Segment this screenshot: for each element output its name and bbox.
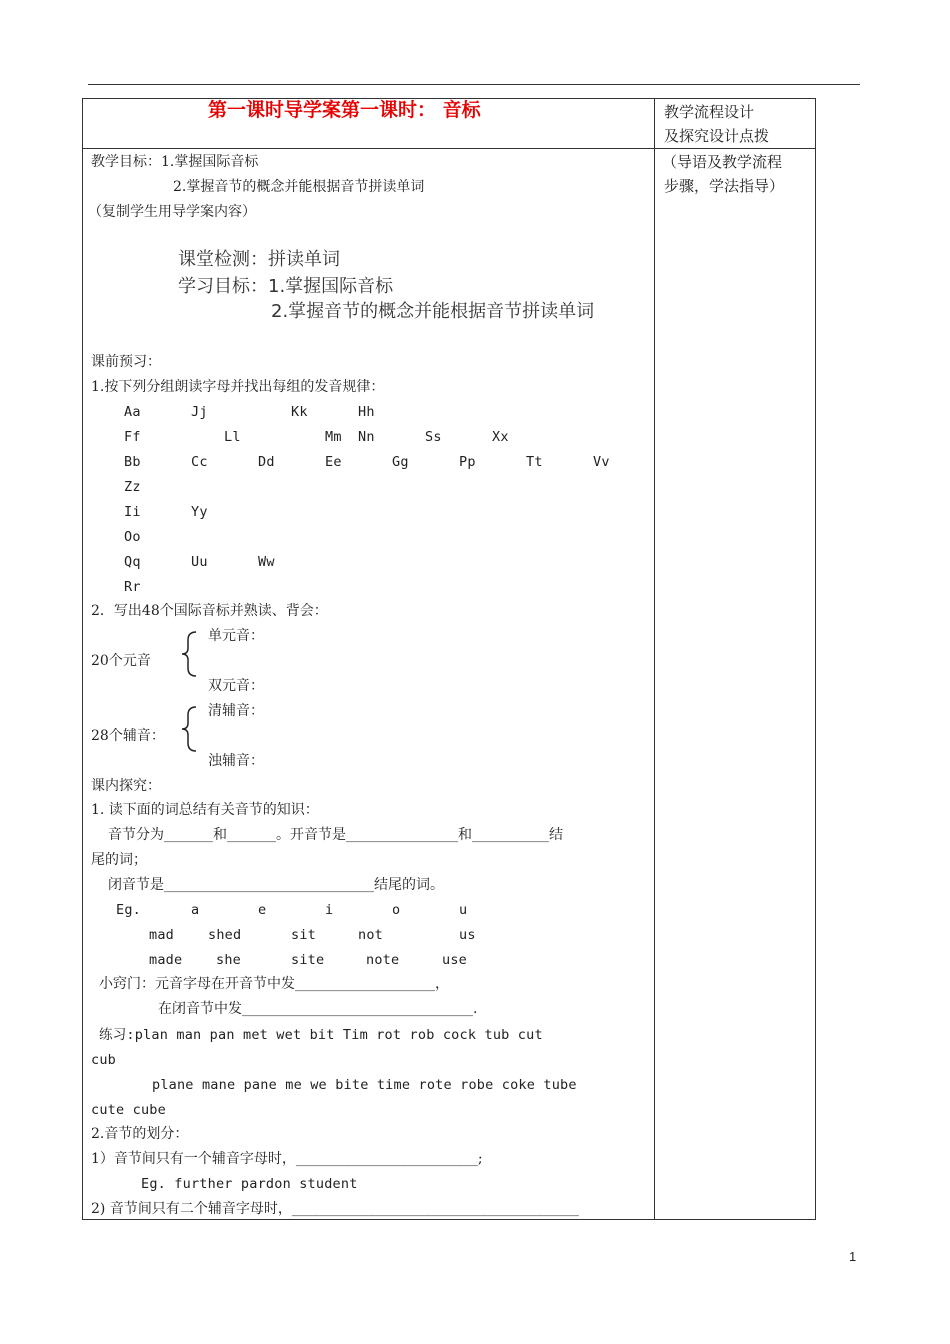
letter-cell: Uu: [191, 554, 208, 570]
letter-cell: Rr: [124, 579, 141, 595]
embedded-line1: 课堂检测：拼读单词: [178, 249, 340, 270]
letter-cell: Yy: [191, 504, 208, 520]
letter-cell: Aa: [124, 404, 141, 420]
division-example: Eg. further pardon student: [141, 1176, 358, 1192]
closed-word: us: [459, 927, 476, 943]
open-word: use: [442, 952, 467, 968]
letter-cell: Pp: [459, 454, 476, 470]
objective-line2: 2.掌握音节的概念并能根据音节拼读单词: [173, 179, 425, 195]
objective-line1: 教学目标：1.掌握国际音标: [91, 154, 259, 170]
vowels-label: 20个元音: [91, 653, 151, 669]
tip-line2: 在闭音节中发_________________________________.: [158, 1001, 478, 1017]
letter-cell: Jj: [191, 404, 208, 420]
explore-heading: 课内探究：: [91, 778, 161, 794]
syllable-fill-line2: 闭音节是______________________________结尾的词。: [108, 877, 444, 893]
letter-cell: Oo: [124, 529, 141, 545]
letter-cell: Gg: [392, 454, 409, 470]
double-vowels-label: 双元音：: [208, 678, 264, 694]
preview-heading: 课前预习：: [91, 354, 161, 370]
vowel-cell: o: [392, 902, 401, 918]
division-rule1: 1）音节间只有一个辅音字母时，__________________________;: [91, 1151, 483, 1167]
voiceless-consonants-label: 清辅音：: [208, 703, 264, 719]
letter-cell: Kk: [291, 404, 308, 420]
letter-cell: Mm: [325, 429, 342, 445]
syllable-fill-line1b: 尾的词；: [91, 852, 147, 868]
consonants-brace: [180, 705, 200, 753]
letter-cell: Dd: [258, 454, 275, 470]
preview-question2: 2．写出48个国际音标并熟读、背会：: [91, 603, 328, 619]
letter-cell: Ff: [124, 429, 141, 445]
consonants-label: 28个辅音：: [91, 728, 165, 744]
vowel-cell: e: [258, 902, 267, 918]
closed-word: shed: [208, 927, 242, 943]
side-header-line1: 教学流程设计: [664, 103, 755, 121]
division-rule2: 2) 音节间只有二个辅音字母时，_________________________________________: [91, 1201, 579, 1217]
letter-cell: Bb: [124, 454, 141, 470]
closed-word: mad: [149, 927, 174, 943]
vowels-brace: [180, 630, 200, 678]
letter-cell: Qq: [124, 554, 141, 570]
embedded-line3: 2.掌握音节的概念并能根据音节拼读单词: [271, 301, 595, 322]
open-word: site: [291, 952, 325, 968]
letter-cell: Hh: [358, 404, 375, 420]
syllable-fill-line1: 音节分为_______和_______。开音节是________________和___________结: [108, 827, 563, 843]
side-note-line2: 步骤，学法指导）: [664, 177, 785, 195]
header-rule: [88, 84, 860, 85]
header-row-divider: [82, 148, 816, 149]
letter-cell: Ii: [124, 504, 141, 520]
letter-cell: Ww: [258, 554, 275, 570]
preview-question1: 1.按下列分组朗读字母并找出每组的发音规律：: [91, 379, 385, 395]
column-divider: [654, 98, 655, 1220]
closed-word: sit: [291, 927, 316, 943]
eg-label: Eg.: [116, 902, 141, 918]
explore-question1: 1. 读下面的词总结有关音节的知识：: [91, 802, 319, 818]
letter-cell: Ee: [325, 454, 342, 470]
letter-cell: Ss: [425, 429, 442, 445]
embedded-line2: 学习目标：1.掌握国际音标: [178, 276, 394, 297]
voiced-consonants-label: 浊辅音：: [208, 753, 264, 769]
lesson-title: 第一课时导学案第一课时： 音标: [208, 99, 481, 121]
practice-line2: plane mane pane me we bite time rote robe coke tube: [152, 1077, 577, 1093]
letter-cell: Xx: [492, 429, 509, 445]
practice-line2b: cute cube: [91, 1102, 166, 1118]
vowel-cell: i: [325, 902, 334, 918]
letter-cell: Tt: [526, 454, 543, 470]
single-vowels-label: 单元音：: [208, 628, 264, 644]
objective-note: （复制学生用导学案内容）: [88, 204, 256, 220]
explore-question2: 2.音节的划分：: [91, 1126, 189, 1142]
practice-line1b: cub: [91, 1052, 116, 1068]
letter-cell: Vv: [593, 454, 610, 470]
closed-word: not: [358, 927, 383, 943]
letter-cell: Nn: [358, 429, 375, 445]
side-header-line2: 及探究设计点拨: [664, 127, 770, 145]
tip-line1: 小窍门：元音字母在开音节中发____________________，: [99, 976, 449, 992]
letter-cell: Cc: [191, 454, 208, 470]
letter-cell: Zz: [124, 479, 141, 495]
page-number: 1: [849, 1249, 857, 1264]
open-word: she: [216, 952, 241, 968]
open-word: note: [366, 952, 400, 968]
open-word: made: [149, 952, 183, 968]
side-note-line1: （导语及教学流程: [662, 153, 783, 171]
letter-cell: Ll: [224, 429, 241, 445]
practice-line1: 练习:plan man pan met wet bit Tim rot rob cock tub cut: [99, 1027, 543, 1043]
vowel-cell: u: [459, 902, 468, 918]
vowel-cell: a: [191, 902, 200, 918]
